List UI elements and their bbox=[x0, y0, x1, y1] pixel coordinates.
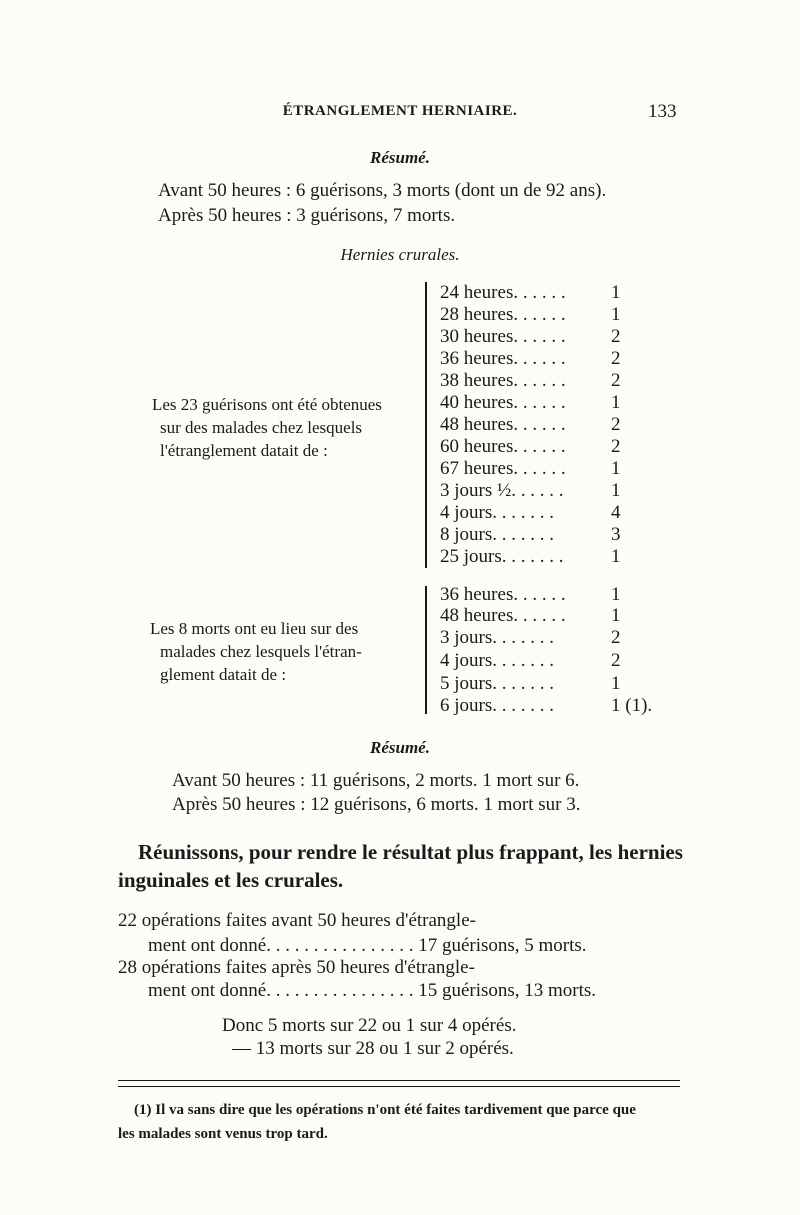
mort-text-1: malades chez lesquels l'étran- bbox=[160, 642, 362, 661]
footnote-line1: (1) Il va sans dire que les opérations n'ont été faites tardivement que parce que bbox=[134, 1102, 636, 1118]
brace-gueri bbox=[425, 282, 427, 568]
mort-time: 5 jours. . . . . . . bbox=[440, 673, 554, 694]
gueri-row bbox=[440, 370, 566, 392]
gueri-time: 8 jours. . . . . . . bbox=[440, 524, 554, 545]
reunion-line1: Réunissons, pour rendre le résultat plus frappant, les hernies bbox=[138, 840, 683, 864]
gueri-count: 2 bbox=[611, 370, 621, 391]
gueri-row bbox=[440, 348, 566, 370]
gueri-row bbox=[440, 326, 566, 348]
resume-heading-2: Résumé. bbox=[370, 738, 430, 757]
resume1-line1: Avant 50 heures : 6 guérisons, 3 morts (dont un de 92 ans). bbox=[158, 180, 607, 201]
page-number: 133 bbox=[648, 101, 677, 122]
gueri-count: 1 bbox=[611, 458, 621, 479]
gueri-row bbox=[440, 480, 564, 502]
gueri-count: 2 bbox=[611, 348, 621, 369]
resume-heading-1: Résumé. bbox=[370, 148, 430, 167]
gueri-count: 1 bbox=[611, 392, 621, 413]
mort-text-2: glement datait de : bbox=[160, 665, 287, 684]
gueri-row bbox=[440, 282, 566, 304]
mort-time: 6 jours. . . . . . . bbox=[440, 695, 554, 716]
ops-before-line1: 22 opérations faites avant 50 heures d'étrangle- bbox=[118, 910, 476, 931]
ops-before-line2: ment ont donné. . . . . . . . . . . . . . . . 17 guérisons, 5 morts. bbox=[148, 935, 587, 956]
gueri-row bbox=[440, 458, 566, 480]
gueri-row bbox=[440, 546, 564, 568]
footnote-rule-2 bbox=[118, 1086, 680, 1087]
running-header: ÉTRANGLEMENT HERNIAIRE. bbox=[282, 103, 518, 119]
mort-count: 2 bbox=[611, 627, 621, 648]
gueri-row bbox=[440, 392, 566, 414]
gueri-time: 38 heures. . . . . . bbox=[440, 370, 566, 391]
mort-time: 36 heures. . . . . . bbox=[440, 584, 566, 605]
gueri-count: 1 bbox=[611, 546, 621, 567]
ops-after-line1: 28 opérations faites après 50 heures d'étrangle- bbox=[118, 957, 475, 978]
gueri-row bbox=[440, 436, 566, 458]
gueri-row bbox=[440, 414, 566, 436]
gueri-text-2: l'étranglement datait de : bbox=[160, 441, 328, 460]
mort-count: 1 bbox=[611, 673, 621, 694]
mort-row bbox=[440, 605, 566, 627]
mort-time: 48 heures. . . . . . bbox=[440, 605, 566, 626]
gueri-count: 1 bbox=[611, 480, 621, 501]
gueri-time: 3 jours ½. . . . . . bbox=[440, 480, 564, 501]
gueri-time: 67 heures. . . . . . bbox=[440, 458, 566, 479]
mort-row bbox=[440, 695, 554, 717]
gueri-time: 48 heures. . . . . . bbox=[440, 414, 566, 435]
gueri-text-0: Les 23 guérisons ont été obtenues bbox=[152, 395, 382, 414]
gueri-count: 1 bbox=[611, 304, 621, 325]
gueri-time: 24 heures. . . . . . bbox=[440, 282, 566, 303]
reunion-line2: inguinales et les crurales. bbox=[118, 868, 344, 892]
footnote-rule bbox=[118, 1080, 680, 1081]
gueri-row bbox=[440, 502, 554, 524]
donc-line2: — 13 morts sur 28 ou 1 sur 2 opérés. bbox=[232, 1038, 514, 1059]
gueri-row bbox=[440, 304, 566, 326]
gueri-time: 40 heures. . . . . . bbox=[440, 392, 566, 413]
footnote-line2: les malades sont venus trop tard. bbox=[118, 1126, 328, 1142]
gueri-count: 2 bbox=[611, 436, 621, 457]
mort-row bbox=[440, 650, 554, 672]
gueri-text-1: sur des malades chez lesquels bbox=[160, 418, 363, 437]
gueri-time: 60 heures. . . . . . bbox=[440, 436, 566, 457]
mort-row bbox=[440, 627, 554, 649]
gueri-count: 2 bbox=[611, 326, 621, 347]
resume2-line1: Avant 50 heures : 11 guérisons, 2 morts. 1 mort sur 6. bbox=[172, 770, 580, 791]
gueri-count: 2 bbox=[611, 414, 621, 435]
gueri-time: 30 heures. . . . . . bbox=[440, 326, 566, 347]
mort-description bbox=[150, 617, 362, 686]
resume1-line2: Après 50 heures : 3 guérisons, 7 morts. bbox=[158, 205, 456, 226]
gueri-time: 36 heures. . . . . . bbox=[440, 348, 566, 369]
gueri-count: 1 bbox=[611, 282, 621, 303]
mort-text-0: Les 8 morts ont eu lieu sur des bbox=[150, 619, 359, 638]
ops-after-line2: ment ont donné. . . . . . . . . . . . . . . . 15 guérisons, 13 morts. bbox=[148, 980, 597, 1001]
mort-row bbox=[440, 584, 566, 606]
resume2-line2: Après 50 heures : 12 guérisons, 6 morts. 1 mort sur 3. bbox=[172, 794, 581, 815]
crurales-heading: Hernies crurales. bbox=[340, 245, 460, 264]
mort-count: 2 bbox=[611, 650, 621, 671]
mort-row bbox=[440, 673, 554, 695]
brace-morts bbox=[425, 586, 427, 714]
mort-count: 1 bbox=[611, 605, 621, 626]
gueri-time: 25 jours. . . . . . . bbox=[440, 546, 564, 567]
gueri-row bbox=[440, 524, 554, 546]
gueri-time: 28 heures. . . . . . bbox=[440, 304, 566, 325]
gueri-description bbox=[152, 393, 382, 462]
mort-time: 4 jours. . . . . . . bbox=[440, 650, 554, 671]
gueri-time: 4 jours. . . . . . . bbox=[440, 502, 554, 523]
mort-time: 3 jours. . . . . . . bbox=[440, 627, 554, 648]
mort-count: 1 bbox=[611, 584, 621, 605]
donc-line1: Donc 5 morts sur 22 ou 1 sur 4 opérés. bbox=[222, 1015, 517, 1036]
gueri-count: 3 bbox=[611, 524, 621, 545]
gueri-count: 4 bbox=[611, 502, 621, 523]
mort-count: 1 (1). bbox=[611, 695, 653, 716]
